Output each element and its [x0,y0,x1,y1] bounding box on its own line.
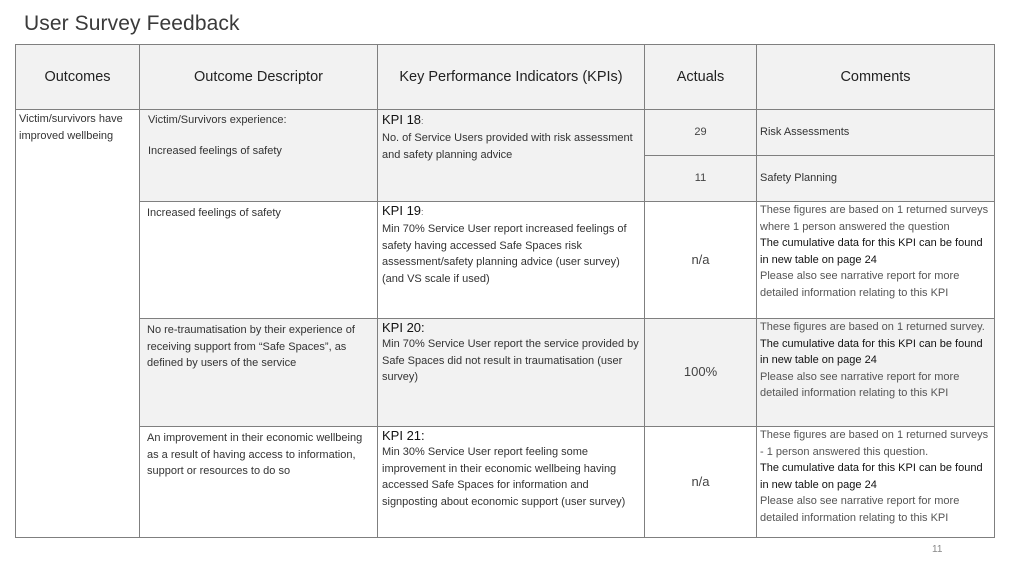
header-comments: Comments [757,45,995,110]
comment-text: These figures are based on 1 returned surveys where 1 person answered the question [760,204,989,233]
page-number: 11 [932,544,943,555]
comment-cell [757,202,995,319]
kpi-label-colon: : [421,116,424,126]
comment-text: The cumulative data for this KPI can be found in new table on page 24 [760,237,983,266]
kpi-text: No. of Service Users provided with risk assessment and safety planning advice [382,132,633,161]
kpi-cell-kpi21 [378,427,645,538]
kpi-text: Min 30% Service User report feeling some improvement in their economic wellbeing having accessed Safe Spaces for information and signposting about economic support (user survey) [382,446,626,508]
header-outcome-descriptor: Outcome Descriptor [140,45,378,110]
comment-text: Please also see narrative report for more detailed information relating to this KPI [760,370,960,399]
descriptor-cell-kpi18 [140,110,378,202]
kpi-label [382,202,640,221]
actual-cell: 11 [645,156,757,202]
comment-text: Please also see narrative report for more detailed information relating to this KPI [760,270,960,299]
descriptor-cell-kpi21: An improvement in their economic wellbeing as a result of having access to information, support or resources to do so [140,427,378,538]
kpi-cell-kpi20 [378,319,645,427]
kpi-label-text: KPI 18 [382,112,422,127]
kpi-label-colon: : [421,207,424,217]
comment-cell [757,319,995,427]
comment-text: The cumulative data for this KPI can be found in new table on page 24 [760,462,983,491]
table-row [16,110,995,156]
actual-cell: 29 [645,110,757,156]
kpi-cell-kpi19 [378,202,645,319]
kpi-text: Min 70% Service User report the service provided by Safe Spaces did not result in traumatisation (user survey) [382,338,639,383]
kpi-cell-kpi18 [378,110,645,202]
actual-cell: n/a [645,202,757,319]
kpi-label: KPI 21: [382,428,425,443]
actual-cell: 100% [645,319,757,427]
kpi-label: KPI 20: [382,320,425,335]
table-row [16,319,995,427]
comment-cell: Safety Planning [757,156,995,202]
comment-cell: Risk Assessments [757,110,995,156]
table-row [16,202,995,319]
table-row [16,427,995,538]
page-title: User Survey Feedback [24,12,240,35]
comment-text: These figures are based on 1 returned survey. [760,321,985,333]
descriptor-text: Victim/Survivors experience: [148,114,287,126]
comment-cell [757,427,995,538]
kpi-text: Min 70% Service User report increased feelings of safety having accessed Safe Spaces risk assessment/safety planning advice (user survey) (and VS scale if used) [382,223,627,285]
header-kpis: Key Performance Indicators (KPIs) [378,45,645,110]
header-outcomes: Outcomes [16,45,140,110]
survey-feedback-table [15,44,995,538]
descriptor-text: Increased feelings of safety [148,144,282,157]
header-actuals: Actuals [645,45,757,110]
descriptor-cell-kpi19: Increased feelings of safety [140,202,378,319]
outcome-text: Victim/survivors have improved wellbeing [19,113,123,142]
actual-cell: n/a [645,427,757,538]
kpi-label-text: KPI 19 [382,203,422,218]
comment-text: These figures are based on 1 returned surveys - 1 person answered this question. [760,429,989,458]
table-header-row [16,45,995,110]
outcome-cell [16,110,140,538]
comment-text: The cumulative data for this KPI can be found in new table on page 24 [760,337,983,366]
kpi-label [382,111,640,130]
descriptor-cell-kpi20: No re-traumatisation by their experience of receiving support from “Safe Spaces”, as defined by users of the service [140,319,378,427]
comment-text: Please also see narrative report for more detailed information relating to this KPI [760,495,960,524]
